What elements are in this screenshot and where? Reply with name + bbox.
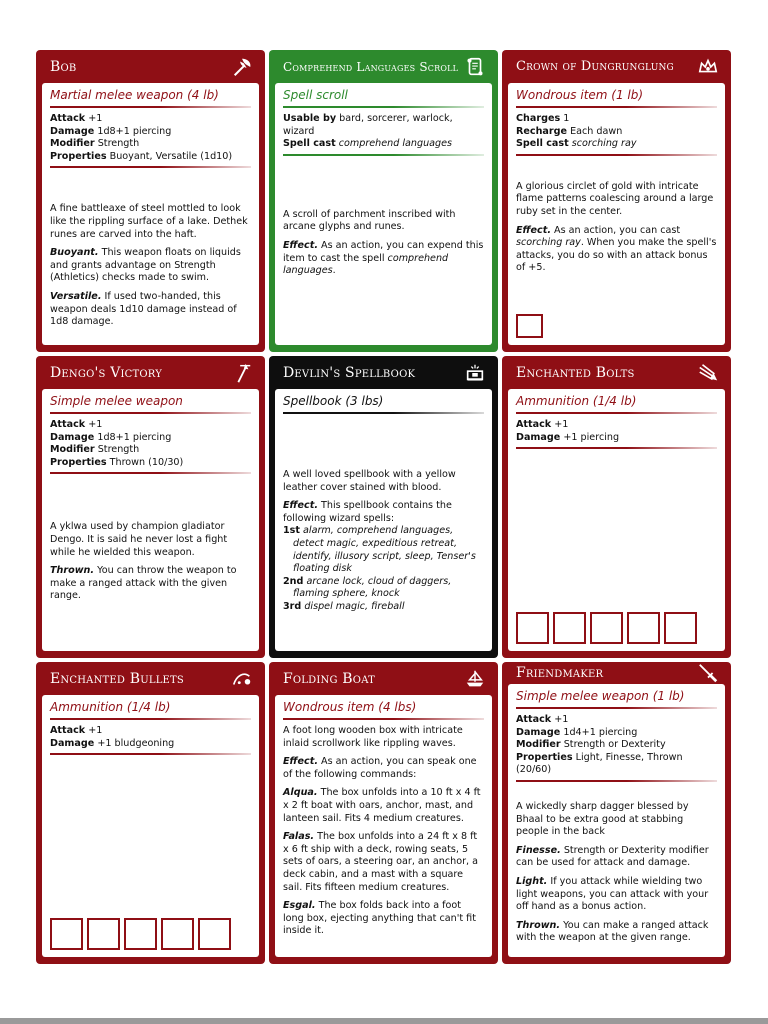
card-title: Folding Boat (283, 670, 375, 687)
divider (283, 718, 484, 720)
card-friendmaker (502, 662, 731, 964)
spell-level-3: 3rd dispel magic, fireball (283, 600, 405, 612)
card-header (42, 662, 259, 695)
prop-recharge: Recharge Each dawn (516, 125, 623, 137)
card-header (275, 50, 492, 83)
divider (283, 154, 484, 156)
card-title: Bob (50, 58, 77, 75)
divider (50, 106, 251, 108)
divider (50, 753, 251, 755)
card-body (508, 684, 725, 957)
card-body (275, 389, 492, 651)
ammo-checkbox[interactable] (87, 918, 120, 950)
divider (516, 780, 717, 782)
card-title: Dengo's Victory (50, 364, 163, 381)
card-subtitle: Spell scroll (283, 88, 348, 102)
card-crown-of-dungrunglung (502, 50, 731, 352)
card-subtitle: Simple melee weapon (50, 394, 183, 408)
divider (283, 106, 484, 108)
prop-attack: Attack +1 (50, 725, 103, 736)
divider (516, 447, 717, 449)
spear-icon (229, 362, 255, 384)
card-subtitle: Spellbook (3 lbs) (283, 394, 384, 408)
ability-thrown: Thrown. You can make a ranged attack with the weapon at the given range. (516, 919, 709, 944)
prop-spell-cast: Spell cast comprehend languages (283, 138, 453, 150)
card-header (42, 50, 259, 83)
card-description: A fine battleaxe of steel mottled to look like the rippling surface of a lake. Dethek runes are carved into the haft. (50, 203, 248, 240)
card-body (275, 695, 492, 957)
card-title: Friendmaker (516, 665, 604, 682)
spell-list (283, 525, 484, 613)
spell-level-1: 1st alarm, comprehend languages, detect magic, expeditious retreat, identify, illusory script, sleep, Tenser's floating disk (283, 525, 476, 575)
ability-effect: Effect. As an action, you can speak one of the following commands: (283, 756, 477, 780)
divider (50, 412, 251, 414)
prop-spell-cast: Spell cast scorching ray (516, 138, 637, 150)
ammo-checkbox[interactable] (161, 918, 194, 950)
card-body (508, 83, 725, 345)
prop-attack: Attack +1 (516, 419, 569, 430)
scroll-icon (462, 56, 488, 78)
divider (516, 154, 717, 156)
book-icon (462, 362, 488, 384)
card-enchanted-bolts (502, 356, 731, 658)
page-footer-bar (0, 1018, 768, 1024)
ability-buoyant: Buoyant. This weapon floats on liquids and grants advantage on Strength (Athletics) checks made to swim. (50, 247, 241, 284)
prop-modifier: Modifier Strength or Dexterity (516, 739, 666, 751)
command-esgal: Esgal. The box folds back into a foot long box, ejecting anything that can't fit inside it. (283, 900, 476, 937)
divider (50, 166, 251, 168)
card-header (508, 50, 725, 83)
card-subtitle: Martial melee weapon (4 lb) (50, 88, 219, 102)
ability-effect: Effect. This spellbook contains the following wizard spells: (283, 500, 452, 524)
divider (50, 718, 251, 720)
command-falas: Falas. The box unfolds into a 24 ft x 8 ft x 6 ft ship with a deck, rowing seats, 5 sets of oars, a steering oar, an anchor, a deck cabin, and a mast with a square sail. Fits fifteen medium creatures. (283, 831, 479, 893)
card-header (275, 356, 492, 389)
card-subtitle: Wondrous item (1 lb) (516, 88, 644, 102)
prop-attack: Attack +1 (50, 113, 103, 124)
ammo-checkbox[interactable] (124, 918, 157, 950)
card-header (275, 662, 492, 695)
ammo-checkbox[interactable] (516, 612, 549, 644)
card-description: A yklwa used by champion gladiator Dengo. It is said he never lost a fight while he wielded this weapon. (50, 521, 228, 558)
charge-checkbox[interactable] (516, 314, 543, 338)
prop-charges: Charges 1 (516, 113, 570, 124)
axe-icon (229, 56, 255, 78)
ability-finesse: Finesse. Strength or Dexterity modifier can be used for attack and damage. (516, 844, 709, 869)
card-description: A glorious circlet of gold with intricate flame patterns coalescing around a large ruby set in the center. (516, 180, 714, 217)
bolts-icon (695, 362, 721, 384)
card-bob (36, 50, 265, 352)
card-header (508, 662, 725, 684)
card-subtitle: Ammunition (1/4 lb) (516, 394, 637, 408)
ammo-checkbox[interactable] (627, 612, 660, 644)
card-description: A wickedly sharp dagger blessed by Bhaal to be extra good at stabbing people in the back (516, 801, 689, 838)
card-body (42, 695, 259, 957)
card-comprehend-languages-scroll (269, 50, 498, 352)
card-header (508, 356, 725, 389)
card-enchanted-bullets (36, 662, 265, 964)
prop-properties: Properties Thrown (10/30) (50, 456, 184, 468)
card-description: A well loved spellbook with a yellow leather cover stained with blood. (283, 469, 456, 493)
ammo-checkbox[interactable] (590, 612, 623, 644)
prop-modifier: Modifier Strength (50, 138, 140, 150)
ability-light: Light. If you attack while wielding two light weapons, you can attack with your off hand as a bonus action. (516, 876, 709, 913)
prop-damage: Damage +1 piercing (516, 431, 620, 443)
boat-icon (462, 668, 488, 690)
card-body (42, 389, 259, 651)
charge-boxes (516, 314, 543, 338)
ammo-boxes (516, 612, 697, 644)
ammo-checkbox[interactable] (198, 918, 231, 950)
ability-effect: Effect. As an action, you can cast scorching ray. When you make the spell's attacks, you do so with an attack bonus of +5. (516, 224, 717, 274)
prop-damage: Damage +1 bludgeoning (50, 737, 175, 749)
ammo-boxes (50, 918, 231, 950)
command-alqua: Alqua. The box unfolds into a 10 ft x 4 ft x 2 ft boat with oars, anchor, mast, and lanteen sail. Fits 4 medium creatures. (283, 787, 481, 824)
ammo-checkbox[interactable] (664, 612, 697, 644)
ammo-checkbox[interactable] (553, 612, 586, 644)
prop-damage: Damage 1d8+1 piercing (50, 431, 172, 443)
card-subtitle: Simple melee weapon (1 lb) (516, 689, 685, 704)
prop-modifier: Modifier Strength (50, 444, 140, 456)
prop-properties: Properties Light, Finesse, Thrown (20/60) (516, 751, 683, 776)
prop-damage: Damage 1d8+1 piercing (50, 125, 172, 137)
card-header (42, 356, 259, 389)
card-body (42, 83, 259, 345)
ammo-checkbox[interactable] (50, 918, 83, 950)
card-description: A scroll of parchment inscribed with arcane glyphs and runes. (283, 208, 456, 233)
divider (516, 106, 717, 108)
card-dengos-victory (36, 356, 265, 658)
prop-attack: Attack +1 (50, 419, 103, 430)
card-title: Enchanted Bolts (516, 364, 635, 381)
divider (516, 412, 717, 414)
crown-icon (695, 56, 721, 78)
divider (283, 412, 484, 414)
card-title: Enchanted Bullets (50, 670, 184, 687)
spell-level-2: 2nd arcane lock, cloud of daggers, flaming sphere, knock (283, 575, 452, 600)
card-title: Crown of Dungrunglung (516, 59, 674, 74)
ability-effect: Effect. As an action, you can expend this item to cast the spell comprehend languages. (283, 239, 484, 277)
prop-damage: Damage 1d4+1 piercing (516, 726, 638, 738)
card-devlins-spellbook (269, 356, 498, 658)
dagger-icon (695, 662, 721, 684)
ability-versatile: Versatile. If used two-handed, this weapon deals 1d10 damage instead of 1d8 damage. (50, 290, 237, 328)
divider (50, 472, 251, 474)
prop-properties: Properties Buoyant, Versatile (1d10) (50, 150, 233, 162)
card-title: Devlin's Spellbook (283, 364, 416, 381)
card-subtitle: Ammunition (1/4 lb) (50, 700, 171, 714)
divider (516, 707, 717, 709)
card-body (275, 83, 492, 345)
card-folding-boat (269, 662, 498, 964)
card-body (508, 389, 725, 651)
card-title: Comprehend Languages Scroll (283, 59, 459, 74)
ability-thrown: Thrown. You can throw the weapon to make a ranged attack with the given range. (50, 565, 237, 602)
prop-attack: Attack +1 (516, 714, 569, 726)
card-subtitle: Wondrous item (4 lbs) (283, 700, 417, 714)
prop-usable-by: Usable by bard, sorcerer, warlock, wizard (283, 113, 453, 137)
card-description: A foot long wooden box with intricate inlaid scrollwork like rippling waves. (283, 725, 463, 749)
sling-icon (229, 668, 255, 690)
